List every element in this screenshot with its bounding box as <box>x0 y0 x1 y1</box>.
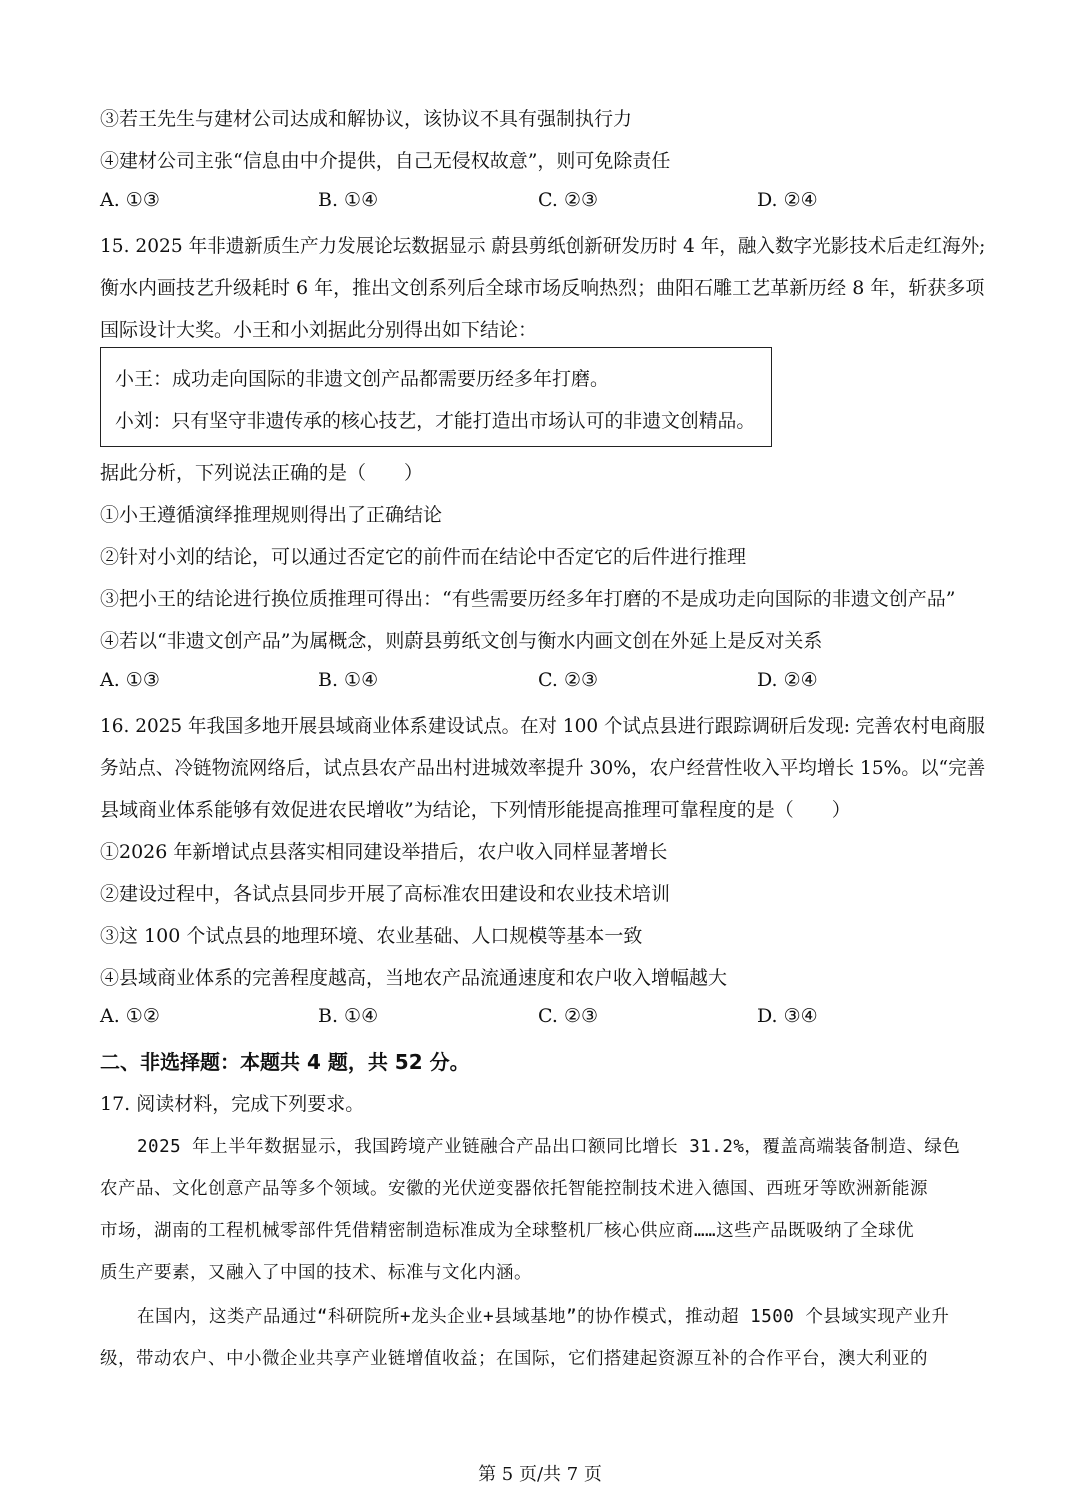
q15-question: 据此分析，下列说法正确的是（ ） <box>100 462 424 484</box>
q17-material-p1-line-1: 2025 年上半年数据显示，我国跨境产业链融合产品出口额同比增长 31.2%，覆盖高端装备制造、绿色 <box>137 1137 961 1157</box>
q14-option-c: C. ②③ <box>538 189 599 211</box>
q15-option-d: D. ②④ <box>757 669 818 691</box>
q16-item-1: ①2026 年新增试点县落实相同建设举措后，农户收入同样显著增长 <box>100 841 668 863</box>
q14-option-d: D. ②④ <box>757 189 818 211</box>
q14-option-a: A. ①③ <box>100 189 160 211</box>
q15-item-3: ③把小王的结论进行换位质推理可得出：“有些需要历经多年打磨的不是成功走向国际的非遗文创产品” <box>100 588 956 610</box>
q15-stem-line-2: 衡水内画技艺升级耗时 6 年，推出文创系列后全球市场反响热烈；曲阳石雕工艺革新历经 8 年，斩获多项 <box>100 277 985 299</box>
q15-conclusion-box <box>100 347 772 447</box>
q15-stem-line-1: 15. 2025 年非遗新质生产力发展论坛数据显示 蔚县剪纸创新研发历时 4 年，融入数字光影技术后走红海外; <box>100 235 986 257</box>
q17-material-p2-line-1: 在国内，这类产品通过“科研院所+龙头企业+县域基地”的协作模式，推动超 1500 个县域实现产业升 <box>137 1307 950 1327</box>
q15-item-1: ①小王遵循演绎推理规则得出了正确结论 <box>100 504 443 526</box>
page-number: 第 5 页/共 7 页 <box>478 1464 602 1485</box>
q16-item-3: ③这 100 个试点县的地理环境、农业基础、人口规模等基本一致 <box>100 925 643 947</box>
q15-option-b: B. ①④ <box>318 669 379 691</box>
q17-stem: 17. 阅读材料，完成下列要求。 <box>100 1093 365 1115</box>
q16-option-a: A. ①② <box>100 1005 160 1027</box>
q16-stem-line-1: 16. 2025 年我国多地开展县域商业体系建设试点。在对 100 个试点县进行跟踪调研后发现: 完善农村电商服 <box>100 715 986 737</box>
q15-stem-line-3: 国际设计大奖。小王和小刘据此分别得出如下结论： <box>100 319 538 341</box>
q16-stem-line-2: 务站点、冷链物流网络后，试点县农产品出村进城效率提升 30%，农户经营性收入平均增长 15%。以“完善 <box>100 757 986 779</box>
q16-item-2: ②建设过程中，各试点县同步开展了高标准农田建设和农业技术培训 <box>100 883 671 905</box>
q17-material-p2-line-2: 级，带动农户、中小微企业共享产业链增值收益；在国际，它们搭建起资源互补的合作平台，澳大利亚的 <box>100 1349 928 1369</box>
q15-option-a: A. ①③ <box>100 669 160 691</box>
q16-item-4: ④县域商业体系的完善程度越高，当地农产品流通速度和农户收入增幅越大 <box>100 967 728 989</box>
q15-option-c: C. ②③ <box>538 669 599 691</box>
q16-option-c: C. ②③ <box>538 1005 599 1027</box>
q15-item-2: ②针对小刘的结论，可以通过否定它的前件而在结论中否定它的后件进行推理 <box>100 546 747 568</box>
q17-material-p1-line-3: 市场，湖南的工程机械零部件凭借精密制造标准成为全球整机厂核心供应商……这些产品既吸纳了全球优 <box>100 1221 915 1241</box>
q14-option-b: B. ①④ <box>318 189 379 211</box>
q14-item-3: ③若王先生与建材公司达成和解协议，该协议不具有强制执行力 <box>100 108 633 130</box>
q17-material-p1-line-2: 农产品、文化创意产品等多个领域。安徽的光伏逆变器依托智能控制技术进入德国、西班牙等欧洲新能源 <box>100 1179 928 1199</box>
q16-option-b: B. ①④ <box>318 1005 379 1027</box>
q15-conclusion-xiaoliu: 小刘：只有坚守非遗传承的核心技艺，才能打造出市场认可的非遗文创精品。 <box>115 410 756 432</box>
q16-stem-line-3: 县域商业体系能够有效促进农民增收”为结论，下列情形能提高推理可靠程度的是（ ） <box>100 799 851 821</box>
q16-option-d: D. ③④ <box>757 1005 818 1027</box>
q15-conclusion-xiaowang: 小王：成功走向国际的非遗文创产品都需要历经多年打磨。 <box>115 368 610 390</box>
q17-material-p1-line-4: 质生产要素，又融入了中国的技术、标准与文化内涵。 <box>100 1263 532 1283</box>
q14-item-4: ④建材公司主张“信息由中介提供，自己无侵权故意”，则可免除责任 <box>100 150 671 172</box>
q15-item-4: ④若以“非遗文创产品”为属概念，则蔚县剪纸文创与衡水内画文创在外延上是反对关系 <box>100 630 823 652</box>
section-2-title: 二、非选择题：本题共 4 题，共 52 分。 <box>100 1050 470 1074</box>
